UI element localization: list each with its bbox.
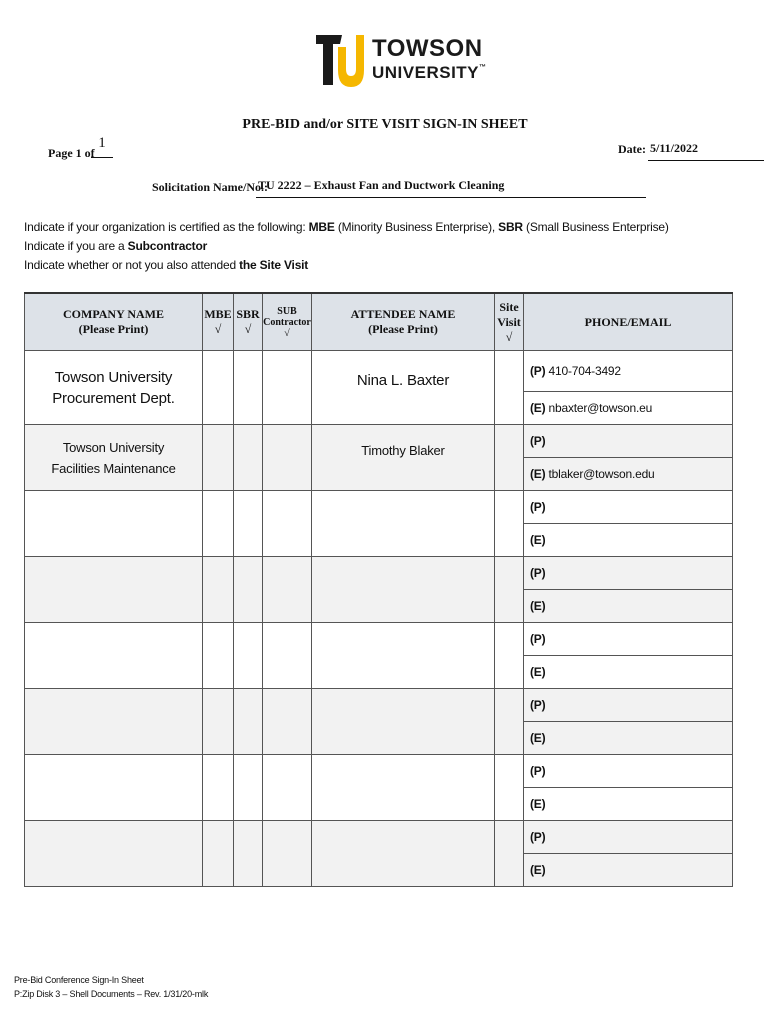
instr2-prefix: Indicate if you are a [24, 239, 128, 253]
phone-cell[interactable] [524, 425, 733, 458]
email-label: (E) [530, 599, 546, 613]
col-header-attendee [312, 293, 495, 351]
col-header-site-visit [495, 293, 524, 351]
col-header-mbe [203, 293, 234, 351]
instr3-bold: the Site Visit [239, 258, 309, 272]
col-header-company-line1: COMPANY NAME [63, 307, 164, 321]
mbe-checkbox-cell[interactable] [203, 755, 234, 821]
phone-label: (P) [530, 698, 546, 712]
col-header-sbr-label: SBR [236, 307, 260, 321]
email-cell[interactable] [524, 722, 733, 755]
table-row [25, 689, 733, 722]
sbr-checkbox-cell[interactable] [234, 351, 263, 425]
col-header-company-line2: (Please Print) [78, 322, 149, 336]
subcontractor-checkbox-cell[interactable] [263, 623, 312, 689]
company-name-line1: Towson University [62, 439, 165, 455]
logo-line2-text: UNIVERSITY [372, 63, 480, 82]
table-row [25, 821, 733, 854]
subcontractor-checkbox-cell[interactable] [263, 491, 312, 557]
logo-tm: ™ [479, 64, 487, 71]
company-name-line2: Facilities Maintenance [51, 460, 176, 476]
subcontractor-checkbox-cell[interactable] [263, 425, 312, 491]
subcontractor-checkbox-cell[interactable] [263, 351, 312, 425]
email-label: (E) [530, 863, 546, 877]
table-header-row [25, 293, 733, 351]
company-name-cell[interactable] [25, 821, 203, 887]
col-header-sbr [234, 293, 263, 351]
col-header-phone-email [524, 293, 733, 351]
table-row [25, 491, 733, 524]
subcontractor-checkbox-cell[interactable] [263, 689, 312, 755]
instruction-certification [24, 220, 669, 234]
page-label: Page 1 of [48, 146, 95, 160]
email-label: (E) [530, 401, 546, 415]
email-cell[interactable] [524, 590, 733, 623]
attendee-name-cell[interactable] [312, 491, 495, 557]
sign-in-table [24, 292, 733, 887]
col-header-site-line2: Visit [497, 314, 521, 329]
attendee-name-cell[interactable] [312, 557, 495, 623]
phone-cell[interactable] [524, 557, 733, 590]
col-header-phone-email-label: PHONE/EMAIL [584, 314, 672, 329]
towson-tu-logo-icon [316, 35, 364, 87]
instr1-mbe: MBE [308, 220, 335, 234]
check-mark-icon: √ [214, 322, 222, 336]
phone-cell[interactable] [524, 755, 733, 788]
phone-cell[interactable] [524, 821, 733, 854]
logo-wordmark [372, 37, 487, 81]
instruction-site-visit [24, 258, 308, 272]
instr1-sbr: SBR [498, 220, 523, 234]
company-name-cell[interactable] [25, 755, 203, 821]
col-header-company [25, 293, 203, 351]
company-name-cell[interactable] [25, 689, 203, 755]
email-cell[interactable] [524, 656, 733, 689]
phone-label: (P) [530, 632, 546, 646]
mbe-checkbox-cell[interactable] [203, 351, 234, 425]
col-header-attendee-line1: ATTENDEE NAME [350, 307, 456, 321]
col-header-sub-line2: Contractor [263, 316, 311, 328]
mbe-checkbox-cell[interactable] [203, 557, 234, 623]
sbr-checkbox-cell[interactable] [234, 557, 263, 623]
solicitation-label: Solicitation Name/No.: [152, 180, 268, 194]
phone-label: (P) [530, 764, 546, 778]
email-cell[interactable] [524, 788, 733, 821]
col-header-site-line1: Site [499, 299, 519, 314]
table-row [25, 425, 733, 458]
attendee-name-cell[interactable] [312, 425, 495, 491]
sbr-checkbox-cell[interactable] [234, 689, 263, 755]
phone-label: (P) [530, 434, 546, 448]
mbe-checkbox-cell[interactable] [203, 623, 234, 689]
page-title: PRE-BID and/or SITE VISIT SIGN-IN SHEET [242, 117, 528, 132]
email-cell[interactable] [524, 458, 733, 491]
col-header-subcontractor [263, 293, 312, 351]
instr3-prefix: Indicate whether or not you also attended [24, 258, 240, 272]
email-cell[interactable] [524, 524, 733, 557]
subcontractor-checkbox-cell[interactable] [263, 557, 312, 623]
subcontractor-checkbox-cell[interactable] [263, 821, 312, 887]
logo-line1: TOWSON [372, 35, 483, 62]
email-label: (E) [530, 731, 546, 745]
sbr-checkbox-cell[interactable] [234, 755, 263, 821]
site-visit-checkbox-cell[interactable] [495, 821, 524, 887]
phone-label: (P) [530, 500, 546, 514]
footer-line2: P:Zip Disk 3 – Shell Documents – Rev. 1/31/20-mlk [14, 989, 209, 999]
company-name-line1: Towson University [54, 368, 173, 386]
attendee-name: Nina L. Baxter [356, 372, 450, 389]
attendee-name-cell[interactable] [312, 821, 495, 887]
phone-cell[interactable] [524, 623, 733, 656]
col-header-attendee-line2: (Please Print) [368, 322, 438, 336]
table-row [25, 557, 733, 590]
phone-cell[interactable] [524, 351, 733, 392]
instr1-mbe-desc: (Minority Business Enterprise), [334, 220, 499, 234]
company-name-line2: Procurement Dept. [52, 389, 175, 407]
site-visit-checkbox-cell[interactable] [495, 491, 524, 557]
mbe-checkbox-cell[interactable] [203, 821, 234, 887]
phone-label: (P) [530, 830, 546, 844]
company-name-cell[interactable] [25, 425, 203, 491]
solicitation-field[interactable]: TU 2222 – Exhaust Fan and Ductwork Cleaning [256, 178, 646, 198]
sbr-checkbox-cell[interactable] [234, 821, 263, 887]
instr2-bold: Subcontractor [127, 239, 208, 253]
company-name-cell[interactable] [25, 351, 203, 425]
site-visit-checkbox-cell[interactable] [495, 755, 524, 821]
sbr-checkbox-cell[interactable] [234, 623, 263, 689]
company-name-cell[interactable] [25, 491, 203, 557]
date-label: Date: [618, 142, 646, 156]
company-name-cell[interactable] [25, 623, 203, 689]
instruction-subcontractor [24, 239, 207, 253]
company-name-cell[interactable] [25, 557, 203, 623]
email-cell[interactable] [524, 392, 733, 425]
check-mark-icon: √ [244, 322, 252, 336]
table-body [25, 351, 733, 887]
email-label: (E) [530, 467, 546, 481]
email-label: (E) [530, 533, 546, 547]
phone-cell[interactable] [524, 689, 733, 722]
email-label: (E) [530, 797, 546, 811]
phone-value: 410-704-3492 [548, 364, 621, 378]
table-row [25, 623, 733, 656]
attendee-name-cell[interactable] [312, 689, 495, 755]
logo-line2 [372, 64, 487, 81]
email-value: nbaxter@towson.eu [548, 401, 653, 415]
mbe-checkbox-cell[interactable] [203, 689, 234, 755]
site-visit-checkbox-cell[interactable] [495, 425, 524, 491]
site-visit-checkbox-cell[interactable] [495, 557, 524, 623]
instr1-sbr-desc: (Small Business Enterprise) [522, 220, 669, 234]
email-label: (E) [530, 665, 546, 679]
phone-cell[interactable] [524, 491, 733, 524]
sbr-checkbox-cell[interactable] [234, 425, 263, 491]
subcontractor-checkbox-cell[interactable] [263, 755, 312, 821]
phone-label: (P) [530, 566, 546, 580]
email-value: tblaker@towson.edu [548, 467, 655, 481]
site-visit-checkbox-cell[interactable] [495, 623, 524, 689]
col-header-sub-line1: SUB [277, 305, 297, 317]
phone-label: (P) [530, 364, 546, 378]
table-row [25, 351, 733, 392]
check-mark-icon: √ [505, 329, 513, 344]
email-cell[interactable] [524, 854, 733, 887]
mbe-checkbox-cell[interactable] [203, 425, 234, 491]
site-visit-checkbox-cell[interactable] [495, 351, 524, 425]
date-field[interactable]: 5/11/2022 [648, 141, 764, 161]
page-total-field[interactable]: 1 [91, 135, 113, 158]
site-visit-checkbox-cell[interactable] [495, 689, 524, 755]
table-row [25, 755, 733, 788]
footer-line1: Pre-Bid Conference Sign-In Sheet [14, 975, 144, 985]
col-header-mbe-label: MBE [204, 307, 232, 321]
check-mark-icon: √ [284, 327, 290, 339]
instr1-prefix: Indicate if your organization is certified as the following: [24, 220, 309, 234]
attendee-name: Timothy Blaker [361, 443, 445, 458]
attendee-name-cell[interactable] [312, 755, 495, 821]
attendee-name-cell[interactable] [312, 623, 495, 689]
mbe-checkbox-cell[interactable] [203, 491, 234, 557]
sbr-checkbox-cell[interactable] [234, 491, 263, 557]
attendee-name-cell[interactable] [312, 351, 495, 425]
